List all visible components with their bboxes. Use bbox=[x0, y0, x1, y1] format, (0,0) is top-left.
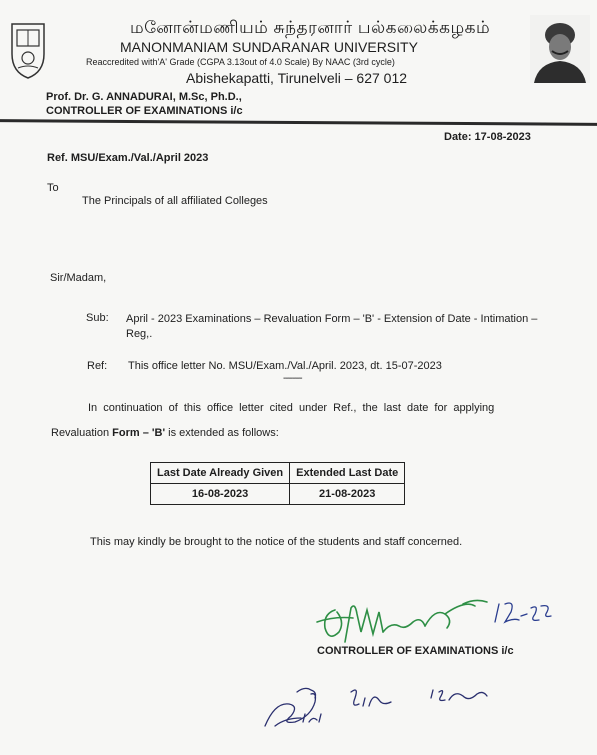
para-form-b: Form – 'B' bbox=[112, 427, 166, 439]
salutation: Sir/Madam, bbox=[50, 272, 107, 284]
table-header-row bbox=[151, 463, 405, 484]
body-paragraph-line1: In continuation of this office letter cited under Ref., the last date for applying bbox=[88, 402, 495, 414]
notice-line: This may kindly be brought to the notice of the students and staff concerned. bbox=[90, 536, 463, 548]
dates-table bbox=[150, 462, 405, 505]
subject-label: Sub: bbox=[86, 312, 109, 324]
handwritten-initials bbox=[255, 662, 515, 734]
officer-title: CONTROLLER OF EXAMINATIONS i/c bbox=[46, 105, 243, 117]
separator: -------- bbox=[283, 373, 302, 384]
ref-label: Ref: bbox=[87, 360, 108, 372]
founder-portrait bbox=[530, 15, 590, 83]
reference-number: Ref. MSU/Exam./Val./April 2023 bbox=[47, 152, 209, 164]
para-prefix: Revaluation bbox=[51, 427, 113, 439]
header-extended-last-date: Extended Last Date bbox=[290, 463, 405, 484]
university-address: Abishekapatti, Tirunelveli – 627 012 bbox=[186, 70, 408, 86]
header-last-date-given: Last Date Already Given bbox=[151, 463, 290, 484]
letter-date: Date: 17-08-2023 bbox=[444, 131, 531, 143]
ref-text: This office letter No. MSU/Exam./Val./April. 2023, dt. 15-07-2023 bbox=[128, 360, 442, 372]
university-name-tamil: மனோன்மணியம் சுந்தரனார் பல்கலைக்கழகம் bbox=[130, 18, 491, 37]
para-suffix: is extended as follows: bbox=[165, 427, 279, 439]
table-row bbox=[151, 484, 405, 505]
subject-text: April - 2023 Examinations – Revaluation Form – 'B' - Extension of Date - Intimation – Reg,. bbox=[126, 313, 538, 340]
cell-extended-last-date: 21-08-2023 bbox=[290, 484, 405, 505]
university-logo bbox=[8, 20, 48, 82]
to-label: To bbox=[47, 182, 59, 194]
signature-title: CONTROLLER OF EXAMINATIONS i/c bbox=[317, 645, 514, 657]
addressee: The Principals of all affiliated Colleges bbox=[82, 195, 268, 207]
cell-last-date-given: 16-08-2023 bbox=[151, 484, 290, 505]
accreditation-line: Reaccredited with'A' Grade (CGPA 3.13out of 4.0 Scale) By NAAC (3rd cycle) bbox=[86, 57, 395, 67]
header-divider bbox=[0, 119, 597, 126]
officer-name: Prof. Dr. G. ANNADURAI, M.Sc, Ph.D., bbox=[46, 91, 242, 103]
body-paragraph-line2 bbox=[51, 427, 279, 439]
controller-signature bbox=[295, 592, 555, 652]
university-name-english: MANONMANIAM SUNDARANAR UNIVERSITY bbox=[120, 39, 418, 55]
